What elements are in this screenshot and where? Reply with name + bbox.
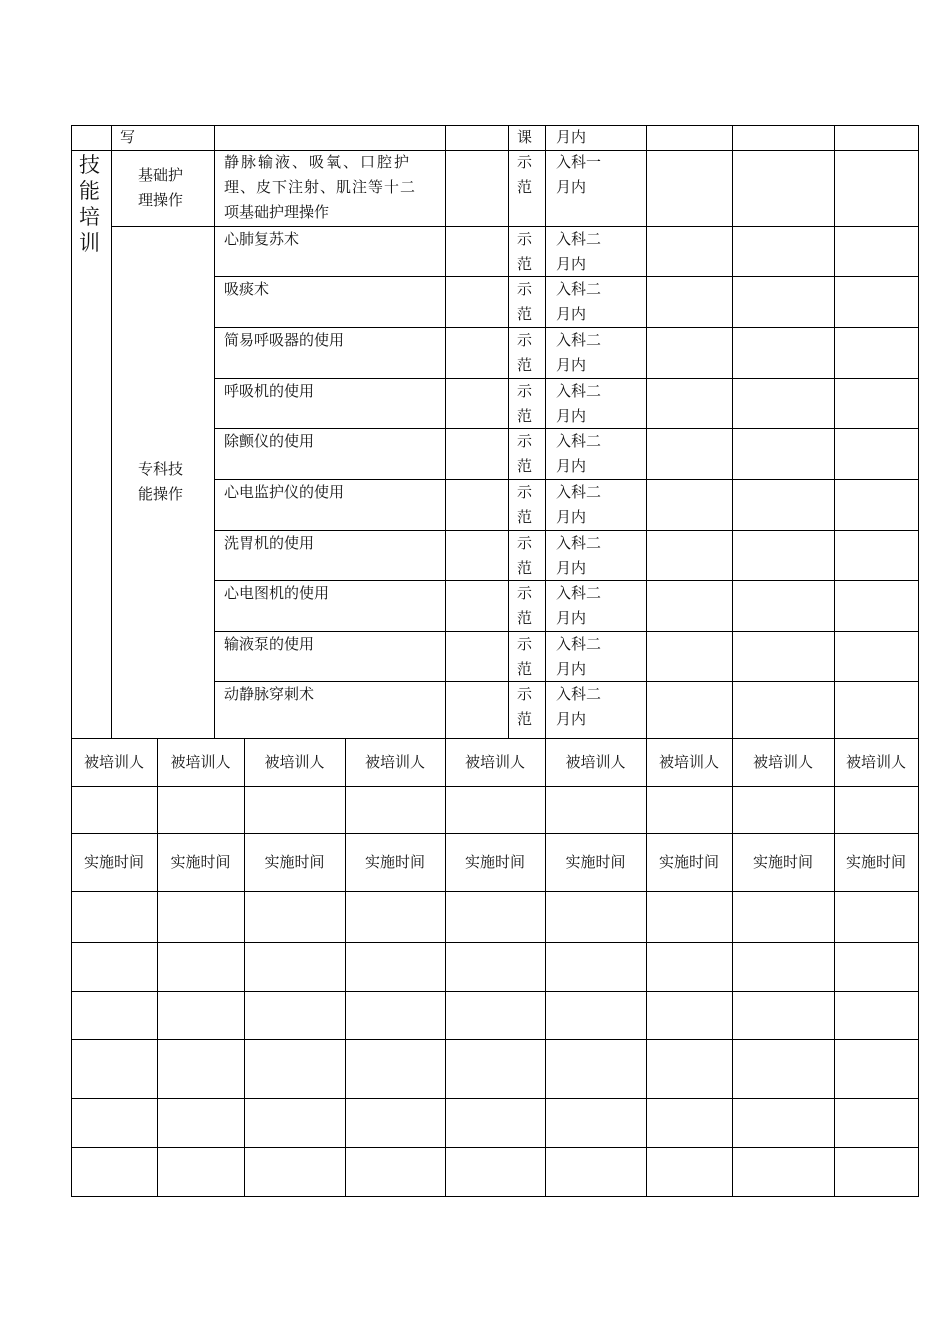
implementation-time-header: 实施时间 bbox=[658, 853, 719, 871]
grid-line-horizontal bbox=[71, 1196, 919, 1197]
specialty-item-timeline: 入科二 bbox=[556, 584, 602, 602]
category-continuation: 写 bbox=[120, 128, 136, 146]
specialty-item-name: 吸痰术 bbox=[224, 280, 270, 298]
trainee-header: 被培训人 bbox=[658, 753, 719, 771]
trainee-header: 被培训人 bbox=[752, 753, 813, 771]
grid-line-vertical bbox=[214, 125, 215, 739]
grid-line-vertical bbox=[157, 738, 158, 1197]
implementation-time-header: 实施时间 bbox=[83, 853, 144, 871]
grid-line-horizontal bbox=[71, 786, 919, 787]
specialty-item-name: 心电监护仪的使用 bbox=[224, 483, 345, 501]
specialty-item-method: 示 bbox=[517, 584, 533, 602]
trainee-header: 被培训人 bbox=[170, 753, 231, 771]
category-specialty-line2: 能操作 bbox=[138, 485, 184, 503]
timeline-basic-line2: 月内 bbox=[556, 178, 587, 196]
specialty-item-method: 范 bbox=[517, 508, 533, 526]
implementation-time-header: 实施时间 bbox=[565, 853, 626, 871]
trainee-header: 被培训人 bbox=[83, 753, 144, 771]
specialty-item-name: 简易呼吸器的使用 bbox=[224, 331, 345, 349]
grid-line-vertical bbox=[732, 125, 733, 739]
method-basic-line1: 示 bbox=[517, 153, 533, 171]
grid-line-vertical bbox=[508, 125, 509, 739]
specialty-item-timeline: 入科二 bbox=[556, 635, 602, 653]
timeline-continuation: 月内 bbox=[556, 128, 587, 146]
content-basic-line3: 项基础护理操作 bbox=[224, 203, 330, 221]
category-basic-line1: 基础护 bbox=[138, 166, 184, 184]
implementation-time-header: 实施时间 bbox=[464, 853, 525, 871]
grid-line-vertical bbox=[71, 125, 72, 739]
grid-line-horizontal bbox=[71, 125, 919, 126]
grid-line-vertical bbox=[244, 738, 245, 1197]
trainee-header: 被培训人 bbox=[264, 753, 325, 771]
specialty-item-name: 洗胃机的使用 bbox=[224, 534, 315, 552]
specialty-item-method: 示 bbox=[517, 483, 533, 501]
specialty-item-timeline: 月内 bbox=[556, 559, 587, 577]
grid-line-horizontal bbox=[71, 1039, 919, 1040]
grid-line-horizontal bbox=[71, 738, 919, 739]
method-continuation: 课 bbox=[517, 128, 533, 146]
specialty-item-timeline: 入科二 bbox=[556, 432, 602, 450]
specialty-item-method: 范 bbox=[517, 305, 533, 323]
grid-line-vertical bbox=[732, 738, 733, 1197]
grid-line-vertical bbox=[918, 125, 919, 739]
specialty-item-timeline: 入科二 bbox=[556, 382, 602, 400]
implementation-time-header: 实施时间 bbox=[752, 853, 813, 871]
specialty-item-method: 范 bbox=[517, 356, 533, 374]
specialty-item-timeline: 月内 bbox=[556, 356, 587, 374]
specialty-item-timeline: 入科二 bbox=[556, 685, 602, 703]
grid-line-horizontal bbox=[71, 991, 919, 992]
specialty-item-method: 示 bbox=[517, 331, 533, 349]
specialty-item-timeline: 月内 bbox=[556, 660, 587, 678]
specialty-item-method: 示 bbox=[517, 432, 533, 450]
specialty-item-timeline: 入科二 bbox=[556, 483, 602, 501]
trainee-header: 被培训人 bbox=[845, 753, 906, 771]
specialty-item-name: 输液泵的使用 bbox=[224, 635, 315, 653]
specialty-item-name: 心电图机的使用 bbox=[224, 584, 330, 602]
specialty-item-timeline: 月内 bbox=[556, 457, 587, 475]
specialty-item-timeline: 月内 bbox=[556, 609, 587, 627]
specialty-item-method: 示 bbox=[517, 534, 533, 552]
specialty-item-method: 范 bbox=[517, 457, 533, 475]
specialty-item-method: 范 bbox=[517, 559, 533, 577]
grid-line-vertical bbox=[918, 738, 919, 1197]
grid-line-vertical bbox=[445, 738, 446, 1197]
method-basic-line2: 范 bbox=[517, 178, 533, 196]
grid-line-vertical bbox=[545, 738, 546, 1197]
specialty-item-method: 范 bbox=[517, 255, 533, 273]
specialty-item-name: 动静脉穿刺术 bbox=[224, 685, 315, 703]
grid-line-vertical bbox=[445, 125, 446, 739]
grid-line-vertical bbox=[111, 125, 112, 739]
grid-line-horizontal bbox=[71, 1147, 919, 1148]
grid-line-vertical bbox=[71, 738, 72, 1197]
implementation-time-header: 实施时间 bbox=[845, 853, 906, 871]
grid-line-horizontal bbox=[71, 942, 919, 943]
grid-line-horizontal bbox=[71, 150, 919, 151]
grid-line-vertical bbox=[834, 738, 835, 1197]
specialty-item-timeline: 入科二 bbox=[556, 230, 602, 248]
grid-line-vertical bbox=[345, 738, 346, 1197]
grid-line-horizontal bbox=[71, 891, 919, 892]
grid-line-vertical bbox=[545, 125, 546, 739]
trainee-header: 被培训人 bbox=[464, 753, 525, 771]
specialty-item-method: 范 bbox=[517, 710, 533, 728]
specialty-item-method: 示 bbox=[517, 635, 533, 653]
specialty-item-method: 范 bbox=[517, 609, 533, 627]
specialty-item-name: 除颤仪的使用 bbox=[224, 432, 315, 450]
content-basic-line2: 理、皮下注射、肌注等十二 bbox=[224, 178, 417, 196]
specialty-item-timeline: 入科二 bbox=[556, 534, 602, 552]
grid-line-vertical bbox=[646, 125, 647, 739]
trainee-header: 被培训人 bbox=[364, 753, 425, 771]
specialty-item-method: 范 bbox=[517, 407, 533, 425]
specialty-item-name: 呼吸机的使用 bbox=[224, 382, 315, 400]
specialty-item-timeline: 月内 bbox=[556, 305, 587, 323]
specialty-item-method: 范 bbox=[517, 660, 533, 678]
implementation-time-header: 实施时间 bbox=[364, 853, 425, 871]
specialty-item-timeline: 月内 bbox=[556, 508, 587, 526]
specialty-item-method: 示 bbox=[517, 685, 533, 703]
grid-line-vertical bbox=[834, 125, 835, 739]
grid-line-vertical bbox=[646, 738, 647, 1197]
specialty-item-method: 示 bbox=[517, 230, 533, 248]
timeline-basic-line1: 入科一 bbox=[556, 153, 602, 171]
implementation-time-header: 实施时间 bbox=[264, 853, 325, 871]
content-basic-line1: 静脉输液、吸氧、口腔护 bbox=[224, 153, 412, 171]
specialty-item-timeline: 月内 bbox=[556, 710, 587, 728]
grid-line-horizontal bbox=[71, 1098, 919, 1099]
trainee-header: 被培训人 bbox=[565, 753, 626, 771]
specialty-item-method: 示 bbox=[517, 382, 533, 400]
section-title-skill-training: 技 能 培 训 bbox=[79, 153, 100, 255]
category-specialty-line1: 专科技 bbox=[138, 460, 184, 478]
specialty-item-timeline: 月内 bbox=[556, 255, 587, 273]
specialty-item-name: 心肺复苏术 bbox=[224, 230, 300, 248]
grid-line-horizontal bbox=[71, 833, 919, 834]
specialty-item-timeline: 入科二 bbox=[556, 331, 602, 349]
specialty-item-timeline: 月内 bbox=[556, 407, 587, 425]
specialty-item-method: 示 bbox=[517, 280, 533, 298]
specialty-item-timeline: 入科二 bbox=[556, 280, 602, 298]
implementation-time-header: 实施时间 bbox=[170, 853, 231, 871]
category-basic-line2: 理操作 bbox=[138, 191, 184, 209]
